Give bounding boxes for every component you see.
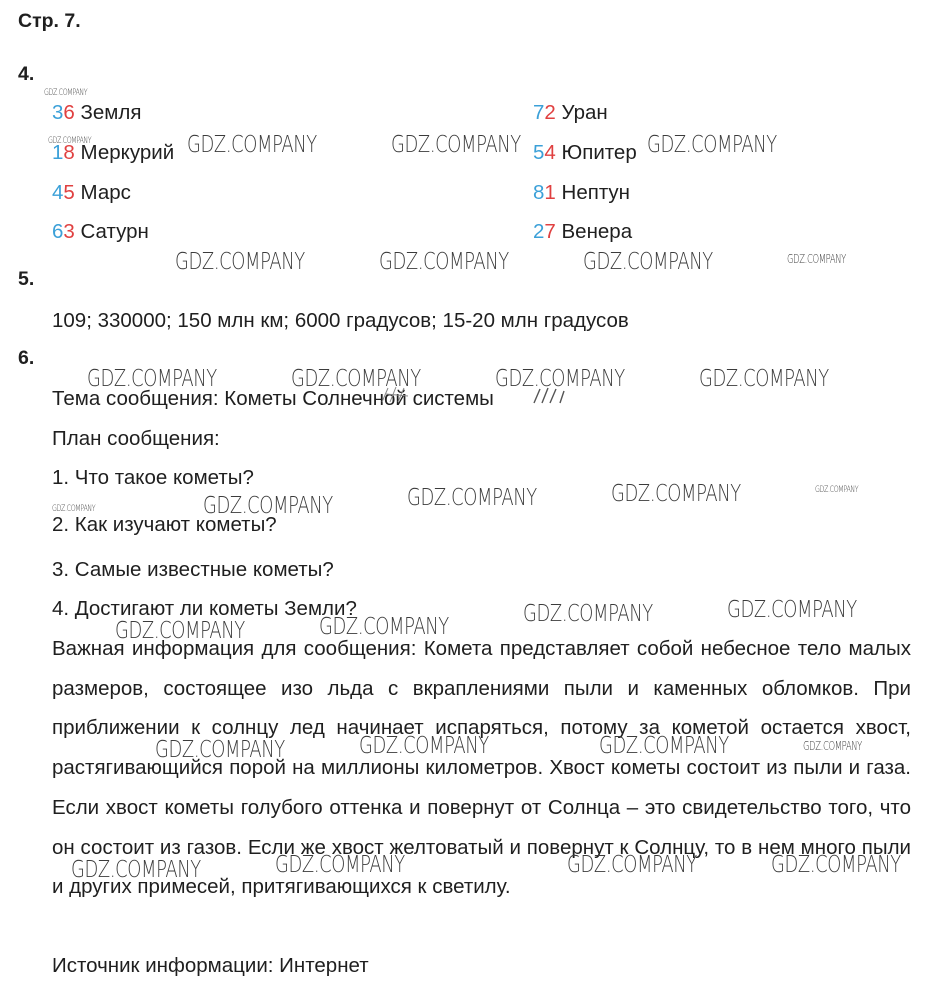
digit-red: 1 <box>544 181 556 204</box>
watermark: GDZ.COMPANY <box>803 739 862 753</box>
watermark: GDZ.COMPANY <box>699 366 829 392</box>
watermark: GDZ.COMPANY <box>187 132 317 158</box>
digit-red: 3 <box>63 220 75 243</box>
digit-blue: 1 <box>52 141 64 164</box>
digit-blue: 5 <box>533 141 545 164</box>
digit-red: 4 <box>544 141 556 164</box>
watermark: GDZ.COMPANY <box>115 618 245 644</box>
plan-item-1: 1. Что такое кометы? <box>52 466 254 489</box>
watermark: GDZ.COMPANY <box>379 249 509 275</box>
digit-blue: 8 <box>533 181 545 204</box>
digit-red: 6 <box>63 101 75 124</box>
planet-name: Земля <box>74 101 142 124</box>
watermark: GDZ.COMPANY <box>583 249 713 275</box>
watermark: GDZ.COMPANY <box>599 733 729 759</box>
message-topic: Тема сообщения: Кометы Солнечной системы <box>52 387 494 410</box>
planet-name: Нептун <box>555 181 631 204</box>
task-6-number: 6. <box>18 347 35 369</box>
planet-name: Марс <box>74 181 131 204</box>
digit-blue: 2 <box>533 220 545 243</box>
watermark: GDZ.COMPANY <box>391 132 521 158</box>
planet-item <box>52 141 174 165</box>
digit-red: 2 <box>544 101 556 124</box>
watermark: GDZ.COMPANY <box>495 366 625 392</box>
watermark: GDZ.COMPANY <box>48 136 92 146</box>
watermark: GDZ.COMPANY <box>359 733 489 759</box>
watermark: GDZ.COMPANY <box>175 249 305 275</box>
planet-item <box>533 141 637 165</box>
planet-name: Сатурн <box>74 220 149 243</box>
watermark: GDZ.COMPANY <box>815 485 859 495</box>
watermark: GDZ.COMPANY <box>44 88 88 98</box>
planet-name: Уран <box>555 101 608 124</box>
watermark: GDZ.COMPANY <box>647 132 777 158</box>
task-4-number: 4. <box>18 63 35 85</box>
watermark: GDZ.COMPANY <box>787 252 846 266</box>
digit-red: 7 <box>544 220 556 243</box>
task-5-number: 5. <box>18 268 35 290</box>
watermark: GDZ.COMPANY <box>407 485 537 511</box>
planet-item <box>52 181 131 205</box>
digit-blue: 6 <box>52 220 64 243</box>
watermark: GDZ.COMPANY <box>71 857 201 883</box>
watermark: GDZ.COMPANY <box>611 481 741 507</box>
digit-red: 5 <box>63 181 75 204</box>
planet-name: Меркурий <box>74 141 175 164</box>
planet-item <box>533 220 632 244</box>
digit-blue: 4 <box>52 181 64 204</box>
digit-blue: 7 <box>533 101 545 124</box>
watermark: GDZ.COMPANY <box>319 614 449 640</box>
pen-scribble <box>530 385 570 407</box>
digit-blue: 3 <box>52 101 64 124</box>
info-source: Источник информации: Интернет <box>52 954 369 977</box>
planet-item <box>52 101 141 125</box>
watermark: GDZ.COMPANY <box>567 852 697 878</box>
watermark: GDZ.COMPANY <box>155 737 285 763</box>
planet-item <box>52 220 149 244</box>
page-title: Стр. 7. <box>18 10 81 32</box>
watermark: GDZ.COMPANY <box>727 597 857 623</box>
planet-name: Венера <box>555 220 633 243</box>
plan-item-4: 4. Достигают ли кометы Земли? <box>52 597 357 620</box>
watermark: GDZ.COMPANY <box>275 852 405 878</box>
plan-item-3: 3. Самые известные кометы? <box>52 558 334 581</box>
task-5-answer: 109; 330000; 150 млн км; 6000 градусов; 15-20 млн градусов <box>52 309 629 332</box>
plan-item-2: 2. Как изучают кометы? <box>52 513 277 536</box>
watermark: GDZ.COMPANY <box>52 504 96 514</box>
watermark: GDZ.COMPANY <box>87 366 217 392</box>
planet-item <box>533 101 608 125</box>
important-info-paragraph: Важная информация для сообщения: Комета представляет собой небесное тело малых размеров, состоящее изо льда с вкраплениями пыли и каменных обломков. При приближении к солнцу лед начинает испаряться, потому за кометой остается хвост, растягивающийся порой на миллионы километров. Хвост кометы состоит из пыли и газа. Если хвост кометы голубого оттенка и повернут от Солнца – это свидетельство того, что он состоит из газов. Если же хвост желтоватый и повернут к Солнцу, то в нем много пыли и других примесей, притягивающихся к светилу. <box>52 637 911 899</box>
watermark: GDZ.COMPANY <box>291 366 421 392</box>
watermark: GDZ.COMPANY <box>203 493 333 519</box>
planet-name: Юпитер <box>555 141 637 164</box>
watermark: GDZ.COMPANY <box>523 601 653 627</box>
watermark: GDZ.COMPANY <box>771 852 901 878</box>
plan-title: План сообщения: <box>52 427 220 450</box>
digit-red: 8 <box>63 141 75 164</box>
planet-item <box>533 181 630 205</box>
